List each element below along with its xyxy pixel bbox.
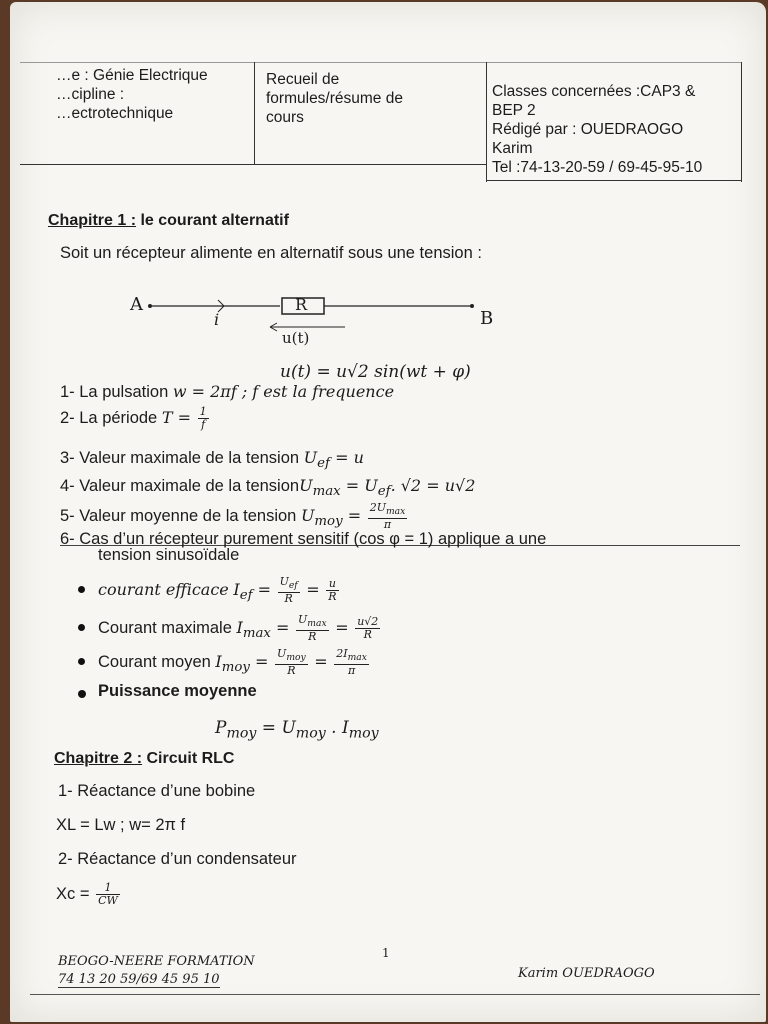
item-1-math: w = 2πf ; f est la frequence: [172, 382, 395, 401]
chapter2-heading: [54, 750, 234, 768]
header-col1-line: …e : Génie Electrique: [56, 67, 208, 84]
point-b-label: B: [480, 308, 494, 329]
header-col1-line: …ectrotechnique: [56, 105, 174, 122]
header-col2-line: Recueil de: [266, 71, 340, 88]
bullet-dot: [78, 586, 85, 593]
bullet-dot: [78, 690, 86, 698]
document-page: [10, 2, 766, 1022]
fraction-num-sub: max: [347, 652, 367, 664]
math-sub: moy: [221, 660, 250, 676]
item-2-text: 2- La période: [60, 408, 158, 427]
xl-formula: XL = Lw ; w= 2π f: [56, 816, 186, 834]
fraction-den: π: [347, 664, 356, 678]
xc-formula: [56, 882, 122, 907]
item-6: [60, 530, 740, 565]
bullet-dot: [78, 624, 85, 631]
fraction-den: CW: [98, 894, 118, 907]
fraction: [334, 648, 369, 677]
header-col3: [492, 82, 702, 177]
fraction-den: f: [201, 418, 206, 431]
math-sub: ef: [317, 456, 330, 472]
item-6-continuation: tension sinusoïdale: [60, 545, 740, 565]
item-2: [60, 406, 211, 431]
current-label: i: [214, 310, 220, 329]
bullet-1-text: courant efficace: [98, 579, 229, 599]
math-var: I: [233, 579, 240, 599]
math-var: I: [215, 651, 222, 671]
fraction-num-text: U: [279, 575, 289, 588]
chapter1-title: le courant alternatif: [140, 212, 289, 229]
fraction: [96, 882, 120, 907]
fraction: [368, 502, 408, 531]
fraction-den: π: [383, 518, 392, 532]
chapter1-label: Chapitre 1 :: [48, 212, 137, 229]
math-sub: max: [312, 484, 341, 500]
math-sub: moy: [226, 725, 257, 742]
bullet-1-var: $I_{ef}$ =: [233, 579, 272, 604]
fraction-num-text: 2I: [336, 647, 348, 660]
fraction-num-sub: max: [307, 618, 327, 630]
fraction-num-sub: moy: [286, 652, 306, 664]
math-sub: ef: [239, 588, 253, 604]
fraction: [296, 614, 329, 643]
fraction-num-sub: max: [386, 506, 406, 518]
fraction: [278, 576, 300, 605]
header-col1-line: …cipline :: [56, 86, 125, 103]
header-col2-line: cours: [266, 109, 304, 126]
item-4-text: 4- Valeur maximale de la tension: [60, 477, 300, 495]
header-col2: [266, 70, 403, 127]
fraction: [198, 406, 209, 431]
fraction: [355, 616, 380, 641]
item-4: [60, 476, 475, 499]
math-sub: moy: [314, 514, 343, 530]
fraction-num: [296, 614, 329, 631]
fraction-num: u: [326, 578, 338, 591]
header-col1: [56, 66, 208, 123]
math-var: U: [300, 505, 315, 525]
math-var: P: [215, 718, 227, 738]
bullet-3-var: $I_{moy}$ =: [215, 651, 269, 676]
item-5-math: [300, 505, 362, 530]
chapter2-item1: 1- Réactance d’une bobine: [58, 782, 256, 800]
fraction-num: [334, 648, 369, 665]
point-a-label: A: [130, 294, 143, 315]
fraction-num-text: U: [277, 647, 287, 660]
footer-divider: [30, 994, 760, 995]
bullet-3-text: Courant moyen: [98, 652, 211, 671]
header-col3-line: Karim: [492, 140, 533, 157]
power-formula: $P_{moy} = U_{moy}$ . $I_{moy}$: [215, 718, 379, 742]
footer-phone: 74 13 20 59/69 45 95 10: [58, 972, 220, 987]
item-1: [60, 382, 394, 402]
fraction: [326, 578, 338, 603]
math-rest: = U: [340, 476, 378, 495]
main-formula: u(t) = u√2 sin(wt + φ): [280, 362, 471, 382]
bullet-4: Puissance moyenne: [98, 682, 257, 700]
fraction-den: R: [308, 630, 317, 644]
math-sub: moy: [348, 725, 379, 742]
fraction-num: 1: [199, 405, 207, 418]
bullet-2-var: $I_{max}$ =: [236, 617, 290, 642]
bullet-3: Courant moyen $I_{moy}$ = $\frac{U_{moy}}{R}$ = $\frac{2I_{max}}{\pi}$: [98, 647, 367, 678]
header-col3-line: Tel :74-13-20-59 / 69-45-95-10: [492, 159, 703, 176]
math-var: U: [303, 448, 318, 467]
fraction-den: R: [284, 592, 293, 606]
item-3-text: 3- Valeur maximale de la tension: [60, 449, 300, 467]
item-3-math: [303, 448, 364, 472]
math-sub: ef: [377, 484, 391, 500]
chapter2-item2: 2- Réactance d’un condensateur: [58, 850, 297, 868]
item-1-text: 1- La pulsation: [60, 383, 169, 401]
math-rest: . √2 = u√2: [390, 476, 476, 495]
header-col3-line: Rédigé par : OUEDRAOGO: [492, 121, 684, 138]
header-col2-line: formules/résume de: [266, 90, 403, 107]
resistor-label: R: [295, 295, 308, 314]
math-rest: =: [342, 505, 362, 525]
fraction: [275, 648, 308, 677]
math-sub: moy: [295, 725, 326, 742]
voltage-label: u(t): [282, 329, 310, 347]
page-number: 1: [382, 946, 390, 960]
chapter2-title: Circuit RLC: [146, 750, 235, 767]
math-var: U: [281, 718, 296, 738]
footer-org: BEOGO-NEERE FORMATION: [58, 954, 255, 969]
fraction-num-text: U: [298, 613, 308, 626]
xc-lhs: Xc =: [56, 884, 90, 903]
bullet-dot: [78, 658, 85, 665]
fraction-num: [275, 648, 308, 665]
fraction-den: R: [287, 664, 296, 678]
math-sub: max: [242, 626, 271, 642]
fraction-den: R: [328, 590, 337, 604]
footer-author: Karim OUEDRAOGO: [518, 966, 655, 981]
fraction-den: R: [363, 628, 372, 642]
item-5: [60, 502, 409, 531]
math-var: I: [236, 617, 243, 637]
math-var: U: [299, 476, 313, 495]
fraction-num: u√2: [357, 615, 379, 629]
fraction-num-text: 2U: [369, 501, 386, 514]
bullet-2-text: Courant maximale: [98, 618, 232, 637]
fraction-num-sub: ef: [288, 580, 298, 592]
fraction-num: 1: [96, 882, 120, 895]
chapter1-heading: [48, 212, 289, 230]
item-4-math: [299, 476, 476, 500]
math-rest: = u: [329, 448, 364, 467]
item-5-text: 5- Valeur moyenne de la tension: [60, 506, 297, 525]
bullet-1: courant efficace $I_{ef}$ = $\frac{U_{ef}}{R}$ = $\frac{u}{R}$: [98, 575, 337, 606]
item-3: [60, 448, 364, 471]
header-col3-line: Classes concernées :CAP3 &: [492, 83, 696, 100]
fraction-num: [368, 502, 408, 519]
math-var: I: [341, 718, 349, 738]
header-table: [20, 62, 742, 186]
chapter1-intro: Soit un récepteur alimente en alternatif sous une tension :: [60, 244, 482, 262]
item-2-math: T =: [161, 407, 192, 427]
item-6-text: 6- Cas d’un récepteur purement sensitif (cos φ = 1) applique a une: [60, 530, 547, 548]
bullet-2: Courant maximale $I_{max}$ = $\frac{U_{max}}{R}$ = $\frac{u√2}{R}$: [98, 613, 379, 644]
header-col3-line: BEP 2: [492, 102, 536, 119]
fraction-num: [278, 576, 300, 593]
chapter2-label: Chapitre 2 :: [54, 750, 143, 767]
circuit-diagram: [120, 288, 510, 348]
